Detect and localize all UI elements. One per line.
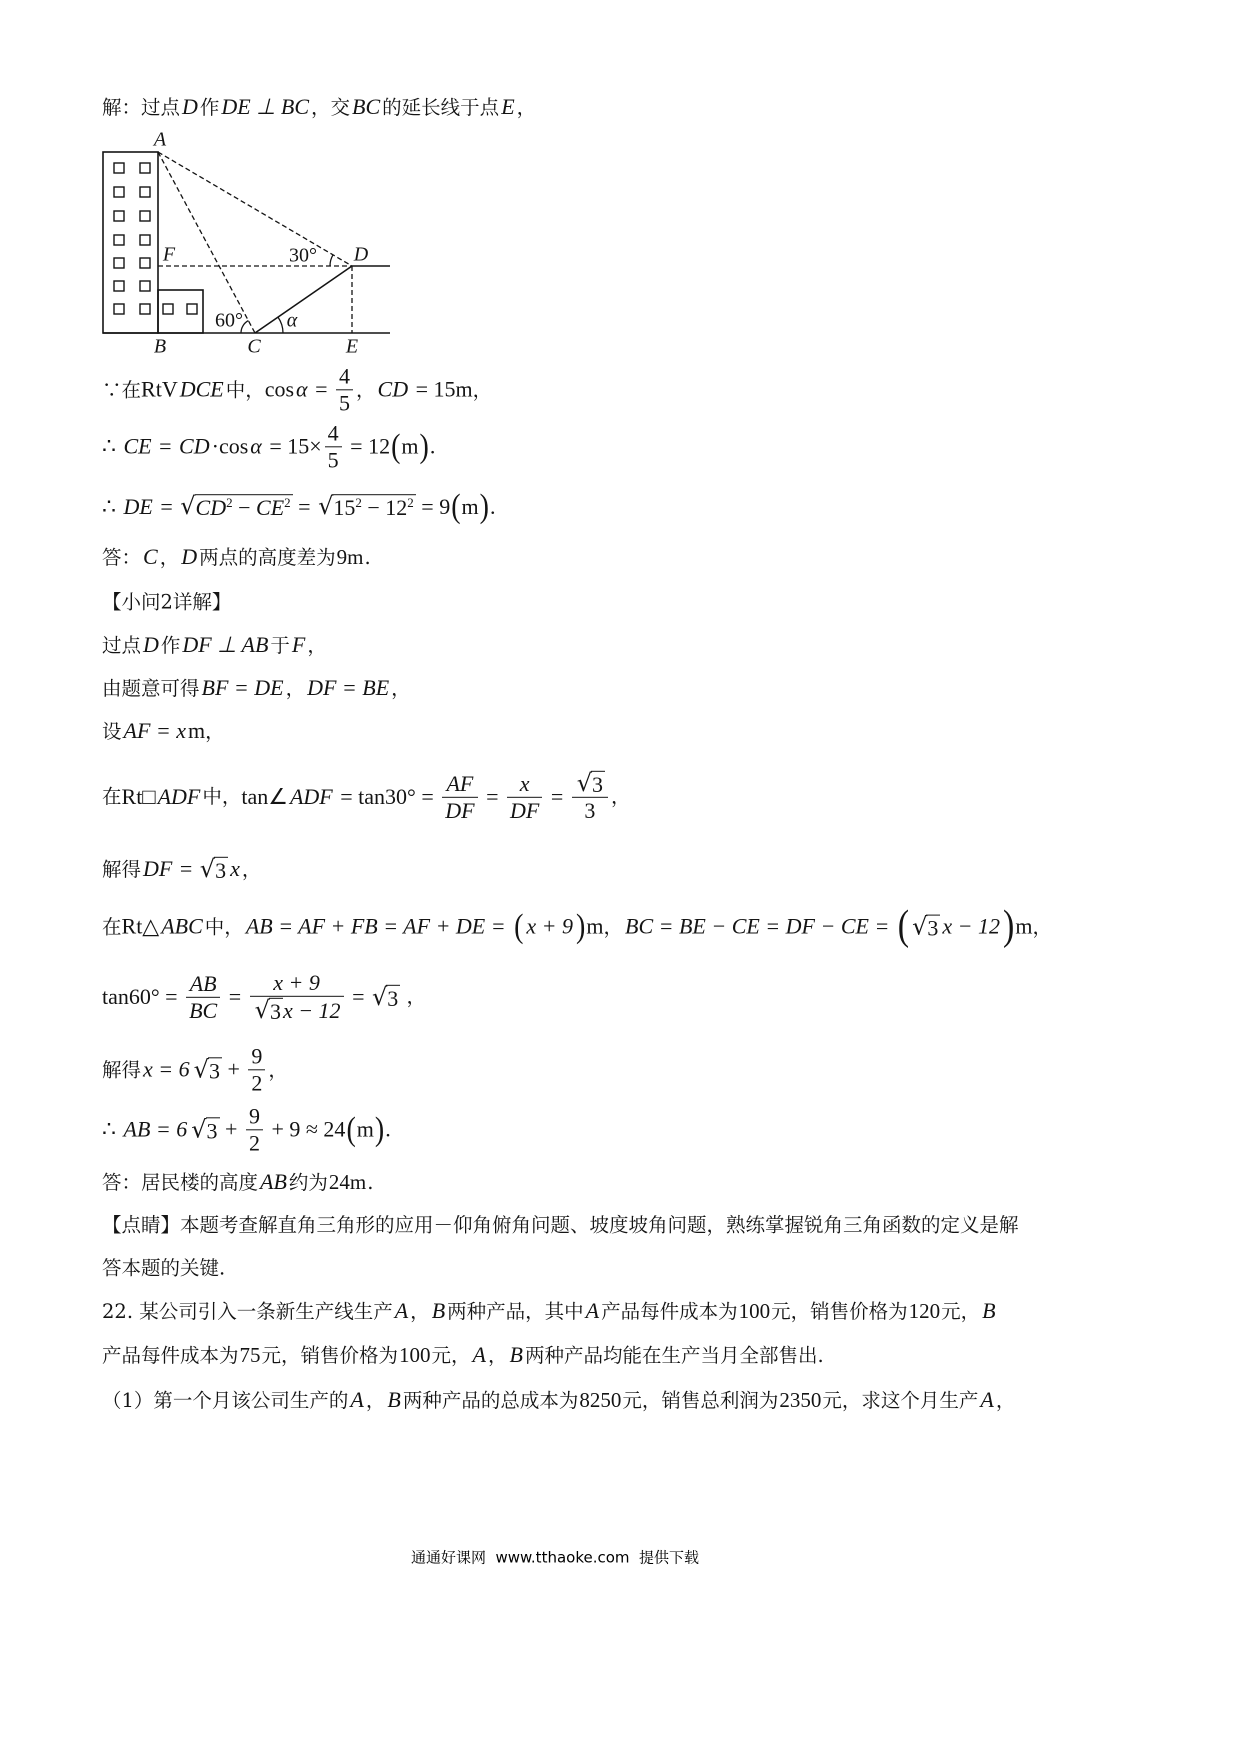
- window: [140, 235, 150, 245]
- window: [114, 281, 124, 291]
- window: [114, 235, 124, 245]
- window: [140, 281, 150, 291]
- math-op: −: [232, 495, 257, 521]
- fraction-denominator: BC: [189, 997, 218, 1023]
- radical-sign: √: [912, 912, 928, 941]
- question-22-line-2: [102, 1342, 824, 1368]
- window: [114, 211, 124, 221]
- math-expr: BC = BE − CE = DF − CE =: [625, 913, 895, 939]
- superscript: 2: [355, 495, 362, 511]
- window: [163, 304, 173, 314]
- text-run: 两种产品，其中: [447, 1299, 584, 1323]
- fraction-denominator: 3: [584, 798, 596, 823]
- math-expr: AF = x: [123, 717, 187, 743]
- text-run: ，交: [311, 95, 351, 119]
- math-text: .: [429, 433, 436, 459]
- text-run: 解：过点: [102, 95, 181, 119]
- math-text: = 15×: [263, 433, 322, 459]
- therefore-symbol: ∴: [102, 493, 122, 519]
- subquestion-2-heading: [102, 590, 231, 613]
- angle-30-arc: [330, 255, 333, 266]
- radical: [191, 1117, 219, 1142]
- text-run: ，: [410, 1299, 430, 1323]
- fraction: [250, 971, 344, 1023]
- text-run: 过点: [102, 633, 142, 657]
- fraction-numerator: 9: [246, 1104, 263, 1130]
- math-op: +: [219, 1116, 243, 1142]
- paren-open: (: [346, 1111, 356, 1149]
- text-run: ，: [516, 95, 537, 119]
- fraction: [186, 971, 220, 1022]
- math-var: F: [291, 631, 306, 657]
- text-run: 两种产品均能在生产当月全部售出.: [524, 1343, 824, 1367]
- solution-line-4: [102, 421, 435, 472]
- text-run: 由题意可得: [102, 676, 200, 700]
- math-var: D: [143, 631, 159, 657]
- math-op: +: [221, 1056, 246, 1082]
- fraction-denominator: [250, 997, 344, 1023]
- text-run: 元，销售总利润为: [622, 1388, 779, 1412]
- text-run: 作: [199, 95, 220, 119]
- fraction-denominator: DF: [510, 797, 540, 823]
- math-var: CE: [256, 495, 285, 521]
- text-run: ，: [611, 785, 631, 809]
- math-text: = tan30° =: [334, 783, 440, 809]
- radical-sign: √: [191, 1115, 207, 1144]
- comment-line-2: [102, 1256, 225, 1279]
- solution-line-16: [102, 1104, 391, 1155]
- building-windows: [114, 163, 197, 314]
- math-var: CD: [377, 376, 409, 402]
- text-run: 元，销售价格为: [771, 1299, 908, 1323]
- unit: m: [1015, 913, 1033, 939]
- radicand: 3: [269, 999, 281, 1025]
- math-number: 15: [333, 495, 356, 521]
- text-run: ，: [159, 545, 180, 569]
- math-op: =: [309, 376, 334, 402]
- angle-60-label: 60°: [215, 309, 243, 332]
- math-number: 75: [239, 1342, 261, 1367]
- point-e-label: E: [345, 335, 359, 358]
- angle-alpha-label: α: [286, 309, 298, 332]
- math-op: =: [545, 783, 569, 809]
- radical-sign: √: [576, 768, 593, 797]
- radical: [180, 494, 292, 519]
- math-text: Rt△: [121, 913, 160, 939]
- radical-sign: √: [371, 982, 388, 1011]
- radicand: 3: [592, 771, 604, 797]
- solution-line-14: [102, 971, 426, 1023]
- text-run: .: [367, 1170, 374, 1194]
- math-var: A: [472, 1341, 486, 1367]
- math-text: Rt□: [121, 783, 156, 809]
- paren-close: ): [374, 1111, 385, 1149]
- fraction-denominator: 2: [251, 1070, 263, 1096]
- text-run: .: [364, 545, 371, 569]
- solution-line-10: [102, 718, 225, 744]
- math-var: α: [250, 433, 262, 459]
- window: [114, 163, 124, 173]
- text-run: 答：: [102, 545, 142, 569]
- unit: m: [586, 913, 604, 939]
- text-run: 中，: [202, 785, 242, 809]
- math-var: AB: [260, 1168, 287, 1194]
- text-run: 两种产品的总成本为: [402, 1388, 579, 1412]
- text-run: 解得: [102, 857, 142, 881]
- window: [140, 304, 150, 314]
- annex-outline: [158, 290, 203, 333]
- window: [114, 258, 124, 268]
- math-var: ADF: [157, 783, 201, 809]
- superscript: 2: [284, 495, 291, 511]
- radicand: 3: [387, 985, 399, 1011]
- text-run: 【小问2详解】: [102, 590, 232, 614]
- text-run: 产品每件成本为: [102, 1343, 239, 1367]
- angle-alpha-arc: [278, 317, 283, 333]
- math-var: α: [296, 376, 308, 402]
- math-var: CE: [123, 433, 152, 459]
- text-run: ，: [995, 1388, 1016, 1412]
- solution-line-8: [102, 632, 327, 658]
- math-text: .: [490, 493, 496, 519]
- comment-line-1: [102, 1213, 1019, 1236]
- radical: [576, 768, 605, 797]
- math-op: ·: [211, 433, 219, 459]
- page-footer: 通通好课网 www.tthaoke.com 提供下载: [410, 1548, 700, 1567]
- building-slope-diagram: [95, 128, 395, 363]
- paren-open: (: [451, 488, 461, 526]
- math-var: BC: [352, 93, 381, 119]
- math-var: B: [387, 1386, 401, 1412]
- text-run: 作: [160, 633, 181, 657]
- unit: m: [461, 493, 479, 519]
- point-c-label: C: [247, 335, 261, 358]
- solution-line-11: [102, 768, 631, 823]
- paren-close: ): [479, 488, 489, 526]
- math-op: =: [346, 983, 370, 1009]
- unit: m: [188, 717, 206, 743]
- math-op: =: [174, 855, 198, 881]
- window: [140, 258, 150, 268]
- math-expr: x − 12: [942, 913, 1001, 939]
- math-text: − 12: [361, 495, 408, 521]
- paren-close: ): [419, 428, 429, 466]
- text-run: 【点睛】本题考查解直角三角形的应用－仰角俯角问题、坡度坡角问题，熟练掌握锐角三角函数的定义是解: [102, 1213, 1019, 1237]
- slope-cd: [255, 266, 352, 333]
- math-expr: x = 6: [143, 1056, 190, 1082]
- math-number: 24m: [328, 1169, 367, 1194]
- window: [140, 187, 150, 197]
- solution-line-6: [102, 544, 371, 570]
- text-run: ，: [488, 1343, 508, 1367]
- math-op: =: [480, 783, 504, 809]
- paren-open: (: [391, 428, 401, 466]
- text-run: ，: [400, 985, 426, 1009]
- math-number: 9m: [336, 544, 364, 569]
- fraction-numerator: AB: [186, 971, 220, 997]
- text-run: 产品每件成本为: [601, 1299, 738, 1323]
- question-22-part-1: [102, 1387, 1015, 1413]
- math-var: A: [585, 1297, 600, 1323]
- fraction: [248, 1044, 265, 1095]
- math-var: DCE: [179, 376, 224, 402]
- solution-line-12: [102, 856, 261, 882]
- math-number: 120: [908, 1298, 941, 1323]
- math-var: B: [431, 1297, 446, 1323]
- math-expr: BF = DE: [201, 674, 284, 700]
- text-run: 的延长线于点: [382, 95, 500, 119]
- math-func: tan∠: [241, 783, 288, 809]
- text-run: 答本题的关键.: [102, 1256, 226, 1280]
- math-var: D: [182, 93, 198, 119]
- text-run: ，: [603, 915, 624, 939]
- fraction-numerator: 4: [325, 421, 342, 447]
- math-op: =: [292, 493, 317, 519]
- math-func: cos: [264, 376, 295, 402]
- window: [114, 187, 124, 197]
- point-d-label: D: [353, 243, 369, 266]
- text-run: 解得: [102, 1058, 142, 1082]
- math-expr: DF = BE: [307, 674, 390, 700]
- radicand: [195, 495, 293, 520]
- fraction: [442, 771, 477, 822]
- fraction-denominator: DF: [445, 797, 475, 823]
- text-run: ，: [268, 1058, 288, 1082]
- math-expr: x + 9: [526, 913, 574, 939]
- fraction: [246, 1104, 263, 1155]
- text-run: ，: [391, 676, 411, 700]
- math-text: + 9 ≈ 24: [265, 1116, 346, 1142]
- window: [114, 304, 124, 314]
- math-text: = 15m: [410, 376, 473, 402]
- fraction-numerator: 4: [336, 364, 353, 390]
- fraction-denominator: 5: [339, 390, 351, 416]
- math-number: 100: [399, 1342, 431, 1367]
- math-number: 8250: [579, 1387, 622, 1412]
- math-var: A: [350, 1386, 364, 1412]
- radical-sign: √: [180, 492, 196, 521]
- math-expr: AB = 6: [123, 1116, 188, 1142]
- paren-close: ): [1003, 902, 1015, 950]
- text-run: ∵在: [102, 378, 142, 402]
- fraction-denominator: 5: [327, 447, 339, 473]
- math-var: D: [181, 543, 198, 569]
- text-run: （1）第一个月该公司生产的: [102, 1388, 349, 1412]
- text-run: ，: [205, 719, 225, 743]
- math-text: = 9: [415, 493, 451, 519]
- therefore-symbol: ∴: [102, 433, 122, 459]
- text-run: 元，销售价格为: [261, 1343, 399, 1367]
- math-var: C: [143, 543, 158, 569]
- math-var: CD: [179, 433, 210, 459]
- fraction-denominator: 2: [248, 1130, 260, 1156]
- math-expr: DE ⊥ BC: [221, 93, 310, 119]
- math-text: = 12: [344, 433, 391, 459]
- therefore-symbol: ∴: [102, 1116, 122, 1142]
- radicand: 3: [215, 857, 227, 883]
- radicand: 3: [206, 1118, 218, 1144]
- radical: [912, 914, 940, 939]
- radicand: 3: [927, 915, 939, 941]
- solution-line-3: [102, 364, 492, 415]
- radical: [318, 494, 416, 519]
- unit: m: [401, 433, 419, 459]
- text-run: 答：居民楼的高度: [102, 1170, 259, 1194]
- math-op: =: [153, 433, 178, 459]
- radical-sign: √: [254, 996, 270, 1024]
- radical-sign: √: [193, 1055, 209, 1084]
- text-run: ，: [307, 633, 327, 657]
- math-text: Rt: [141, 376, 162, 402]
- math-op: =: [154, 493, 179, 519]
- fraction-numerator: x: [507, 771, 542, 797]
- fraction: [336, 364, 353, 415]
- point-a-label: A: [153, 128, 167, 151]
- text-run: 元，求这个月生产: [822, 1388, 979, 1412]
- math-expr: x − 12: [282, 998, 341, 1023]
- solution-line-15: [102, 1044, 288, 1095]
- solution-line-17: [102, 1169, 373, 1195]
- radical: [194, 1057, 222, 1082]
- text-run: ，: [356, 378, 376, 402]
- math-text: .: [385, 1116, 391, 1142]
- math-op: =: [223, 983, 247, 1009]
- fraction-numerator: x + 9: [250, 971, 344, 997]
- text-run: 元，: [941, 1299, 981, 1323]
- radical-sign: √: [199, 854, 216, 883]
- math-var: B: [982, 1297, 996, 1323]
- text-run: 中，: [225, 378, 265, 402]
- math-var: B: [509, 1341, 523, 1367]
- fraction-numerator: 9: [248, 1044, 265, 1070]
- text-run: 在: [102, 915, 122, 939]
- radical: [200, 856, 228, 881]
- math-text: V: [161, 376, 178, 402]
- text-run: ，: [285, 676, 306, 700]
- text-run: 设: [102, 719, 122, 743]
- angle-30-label: 30°: [289, 244, 317, 267]
- solution-line-9: [102, 675, 411, 701]
- radical: [372, 984, 400, 1009]
- math-var: x: [230, 855, 240, 881]
- text-run: ，: [365, 1388, 386, 1412]
- fraction: [572, 768, 608, 823]
- text-run: 在: [102, 785, 122, 809]
- math-var: A: [980, 1386, 994, 1412]
- window: [140, 163, 150, 173]
- math-expr: AB = AF + FB = AF + DE =: [245, 913, 512, 939]
- superscript: 2: [226, 495, 233, 511]
- math-expr: DF ⊥ AB: [182, 631, 269, 657]
- text-run: 于: [270, 633, 290, 657]
- math-number: 100: [738, 1298, 771, 1323]
- dashed-ad: [158, 152, 352, 266]
- math-var: DE: [123, 493, 153, 519]
- superscript: 2: [407, 495, 414, 511]
- paren-open: (: [514, 908, 524, 946]
- point-f-label: F: [162, 243, 176, 266]
- paren-open: (: [897, 902, 910, 950]
- math-var: ADF: [289, 783, 333, 809]
- solution-line-13: [102, 902, 1053, 950]
- text-run: ，: [1032, 915, 1053, 939]
- math-number: 2350: [779, 1387, 822, 1412]
- fraction-numerator: [572, 768, 608, 798]
- fraction: [325, 421, 342, 472]
- math-text: tan60° =: [102, 983, 184, 1009]
- radicand: [332, 495, 415, 520]
- text-run: 约为: [288, 1170, 328, 1194]
- text-run: 中，: [204, 915, 244, 939]
- solution-line-1: [102, 94, 536, 120]
- window: [187, 304, 197, 314]
- text-run: 22. 某公司引入一条新生产线生产: [102, 1299, 393, 1323]
- math-var: A: [394, 1297, 409, 1323]
- text-run: 两点的高度差为: [199, 545, 336, 569]
- solution-line-5: [102, 490, 496, 524]
- radical: [255, 998, 283, 1023]
- fraction-numerator: AF: [442, 771, 477, 797]
- paren-close: ): [576, 908, 586, 946]
- unit: m: [356, 1116, 374, 1142]
- text-run: 元，: [431, 1343, 471, 1367]
- fraction: [507, 771, 542, 822]
- radicand: 3: [208, 1058, 220, 1084]
- text-run: ，: [241, 857, 262, 881]
- math-var: DF: [143, 855, 173, 881]
- math-var: ABC: [161, 913, 203, 939]
- text-run: ，: [472, 378, 493, 402]
- math-var: CD: [195, 495, 227, 521]
- math-var: E: [501, 93, 515, 119]
- point-b-label: B: [153, 335, 167, 358]
- math-func: cos: [218, 433, 249, 459]
- question-22-line-1: [102, 1298, 998, 1324]
- radical-sign: √: [318, 492, 334, 521]
- window: [140, 211, 150, 221]
